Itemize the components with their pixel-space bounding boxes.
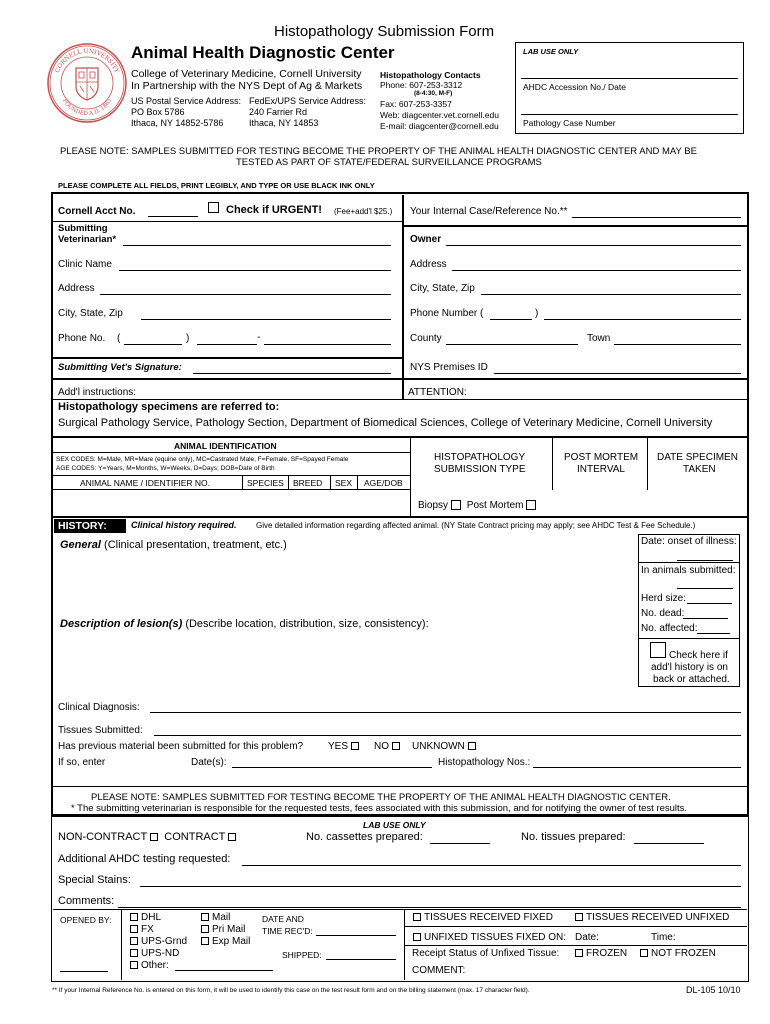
row-divider	[638, 562, 740, 563]
vet-phone-prefix[interactable]	[197, 344, 257, 345]
histo-nos-input[interactable]	[533, 767, 741, 768]
signature-input[interactable]	[193, 373, 391, 374]
center-name: Animal Health Diagnostic Center	[131, 43, 395, 62]
comments-label: Comments:	[58, 895, 115, 907]
ship-mail	[198, 912, 230, 923]
usps-line2: Ithaca, NY 14852-5786	[131, 118, 224, 128]
unknown-checkbox[interactable]	[468, 742, 476, 750]
non-contract-checkbox[interactable]	[150, 833, 158, 841]
form-title: Histopathology Submission Form	[274, 23, 495, 40]
owner-city-input[interactable]	[481, 294, 741, 295]
vet-city-label: City, State, Zip	[58, 308, 123, 319]
cornell-seal-logo	[46, 42, 128, 124]
referral-text: Surgical Pathology Service, Pathology Section, Department of Biomedical Sciences, College of Veterinary Medicine, Cornell University	[58, 417, 713, 429]
notice-bottom: PLEASE NOTE: SAMPLES SUBMITTED FOR TESTING BECOME THE PROPERTY OF THE ANIMAL HEALTH DIAGNOSTIC CENTER.	[91, 792, 671, 803]
partnership-line: In Partnership with the NYS Dept of Ag & Markets	[131, 80, 363, 92]
vet-phone-label: Phone No.	[58, 333, 106, 344]
previous-no	[374, 741, 403, 752]
date-taken-2: TAKEN	[683, 464, 716, 475]
tissues-prep-label: No. tissues prepared:	[521, 831, 626, 843]
pm-interval-2: INTERVAL	[577, 464, 625, 475]
case-number-line[interactable]	[521, 114, 738, 115]
frozen-text: FROZEN	[586, 948, 628, 959]
column-divider	[647, 437, 648, 490]
no-affected-input[interactable]	[697, 633, 730, 634]
date-taken-1: DATE SPECIMEN	[657, 452, 738, 463]
owner-city-label: City, State, Zip	[410, 283, 475, 294]
unfixed-text: TISSUES RECEIVED UNFIXED	[586, 912, 730, 923]
sex-codes: SEX CODES: M=Male, MR=Mare (equine only), MC=Castrated Male, F=Female, SF=Spayed Female	[56, 456, 349, 463]
contract-text: CONTRACT	[164, 831, 226, 843]
urgent-label: Check if URGENT!	[226, 204, 322, 216]
if-so-label: If so, enter	[58, 757, 106, 768]
contact-hours: (8-4:30, M-F)	[414, 90, 453, 97]
ups-grnd-text: UPS-Grnd	[141, 936, 188, 947]
internal-ref-input[interactable]	[572, 217, 741, 218]
frozen-option	[572, 948, 627, 959]
animal-id-title: ANIMAL IDENTIFICATION	[174, 441, 277, 451]
notice-bottom-2: * The submitting veterinarian is responsible for the requested tests, fees associated with this submission, and for notifying the owner of test results.	[71, 803, 688, 814]
cassettes-input[interactable]	[430, 843, 490, 844]
time-recd-label: TIME REC'D:	[262, 926, 313, 936]
opened-by-input[interactable]	[60, 971, 108, 972]
notice-top-2: TESTED AS PART OF STATE/FEDERAL SURVEILLANCE PROGRAMS	[236, 157, 542, 168]
lesion-label	[60, 618, 429, 630]
mail-text: Mail	[212, 912, 231, 923]
acct-label: Cornell Acct No.	[58, 206, 136, 217]
history-tag: HISTORY:	[54, 519, 126, 533]
ups-grnd-checkbox[interactable]	[130, 937, 138, 945]
lesion-text: Description of lesion(s)	[60, 618, 183, 630]
other-input[interactable]	[175, 970, 273, 971]
unknown-text: UNKNOWN	[412, 741, 465, 752]
history-required: Clinical history required.	[131, 520, 237, 530]
row-divider	[638, 638, 740, 639]
footer-note: ** If your Internal Reference No. is entered on this form, it will be used to identify this case on the test result form and on the billing statement (max. 17 character field).	[52, 987, 530, 994]
signature-label: Submitting Vet's Signature:	[58, 362, 182, 373]
column-divider	[288, 475, 289, 489]
case-number-label: Pathology Case Number	[523, 118, 616, 128]
fedex-label: FedEx/UPS Service Address:	[249, 96, 367, 106]
previous-material-label: Has previous material been submitted for this problem?	[58, 741, 304, 752]
column-divider	[242, 475, 243, 489]
svg-text:CORNELL UNIVERSITY: CORNELL UNIVERSITY	[54, 47, 120, 74]
pri-mail-text: Pri Mail	[212, 924, 246, 935]
veterinarian-input[interactable]	[123, 245, 391, 246]
vet-address-label: Address	[58, 283, 95, 294]
tissues-submitted-label: Tissues Submitted:	[58, 725, 143, 736]
opened-by-label: OPENED BY:	[60, 915, 112, 925]
dhl-text: DHL	[141, 912, 162, 923]
contact-phone: Phone: 607-253-3312	[380, 80, 463, 90]
contacts-title: Histopathology Contacts	[380, 70, 481, 80]
check-here-2: add'l history is on	[651, 662, 728, 673]
contact-web: Web: diagcenter.vet.cornell.edu	[380, 110, 499, 120]
accession-line[interactable]	[521, 78, 738, 79]
yes-checkbox[interactable]	[351, 742, 359, 750]
town-input[interactable]	[614, 344, 741, 345]
attention-label: ATTENTION:	[408, 387, 467, 398]
ship-fx	[127, 924, 154, 935]
post-mortem-checkbox[interactable]	[526, 500, 536, 510]
fedex-line2: Ithaca, NY 14853	[249, 118, 319, 128]
row-divider	[53, 909, 747, 910]
row-divider	[53, 357, 402, 359]
biopsy-text: Biopsy	[418, 500, 449, 511]
clinic-input[interactable]	[119, 270, 391, 271]
vet-city-input[interactable]	[141, 319, 391, 320]
owner-phone-input[interactable]	[544, 319, 741, 320]
vet-phone-line[interactable]	[264, 344, 391, 345]
row-divider	[405, 945, 747, 946]
history-detail: Give detailed information regarding affected animal. (NY State Contract pricing may apply; see AHDC Test & Fee Schedule.)	[256, 521, 696, 530]
mail-checkbox[interactable]	[201, 913, 209, 921]
in-animals-label: In animals submitted:	[641, 565, 736, 576]
check-here-1: Check here if	[669, 650, 728, 661]
row-divider	[53, 516, 747, 518]
column-divider	[410, 437, 411, 517]
received-unfixed	[572, 912, 729, 923]
vet-address-input[interactable]	[100, 294, 391, 295]
previous-unknown	[412, 741, 479, 752]
usps-label: US Postal Service Address:	[131, 96, 242, 106]
receipt-status-label: Receipt Status of Unfixed Tissue:	[412, 948, 560, 959]
time-recd-input[interactable]	[316, 935, 396, 936]
owner-address-label: Address	[410, 259, 447, 270]
clinical-diagnosis-label: Clinical Diagnosis:	[58, 702, 140, 713]
no-dead-input[interactable]	[683, 618, 728, 619]
contact-fax: Fax: 607-253-3357	[380, 99, 452, 109]
column-divider	[357, 475, 358, 489]
dates-label: Date(s):	[191, 757, 227, 768]
histo-type-2: SUBMISSION TYPE	[434, 464, 526, 475]
non-contract-text: NON-CONTRACT	[58, 831, 148, 843]
biopsy-label	[418, 500, 539, 511]
ship-dhl	[127, 912, 161, 923]
other-text: Other:	[141, 960, 169, 971]
instructions: PLEASE COMPLETE ALL FIELDS, PRINT LEGIBLY, AND TYPE OR USE BLACK INK ONLY	[58, 181, 375, 190]
owner-phone-area[interactable]	[490, 319, 532, 320]
ups-nd-text: UPS-ND	[141, 948, 180, 959]
ups-nd-checkbox[interactable]	[130, 949, 138, 957]
town-label: Town	[587, 333, 611, 344]
ship-other	[127, 960, 169, 971]
fixed-checkbox[interactable]	[413, 913, 421, 921]
shipped-label: SHIPPED:	[282, 950, 322, 960]
contact-email: E-mail: diagcenter@cornell.edu	[380, 121, 499, 131]
unfixed-checkbox[interactable]	[575, 913, 583, 921]
post-mortem-text: Post Mortem	[466, 500, 524, 511]
owner-input[interactable]	[446, 245, 741, 246]
referral-title: Histopathology specimens are referred to:	[58, 401, 280, 413]
received-fixed	[410, 912, 553, 923]
ship-ups-nd	[127, 948, 179, 959]
no-text: NO	[374, 741, 389, 752]
lesion-hint: (Describe location, distribution, size, consistency):	[185, 618, 429, 630]
row-divider	[53, 436, 747, 438]
row-divider	[405, 926, 747, 927]
college-line: College of Veterinary Medicine, Cornell University	[131, 68, 362, 80]
col-animal-name: ANIMAL NAME / IDENTIFIER NO.	[80, 478, 211, 488]
not-frozen-option	[637, 948, 716, 959]
pm-interval-1: POST MORTEM	[564, 452, 639, 463]
unfixed-on-text: UNFIXED TISSUES FIXED ON:	[424, 932, 567, 943]
comments-input[interactable]	[118, 907, 741, 908]
premises-label: NYS Premises ID	[410, 362, 488, 373]
col-age: AGE/DOB	[364, 478, 403, 488]
onset-input[interactable]	[677, 560, 733, 561]
urgent-checkbox[interactable]	[208, 202, 219, 213]
premises-input[interactable]	[494, 373, 741, 374]
biopsy-checkbox[interactable]	[451, 500, 461, 510]
ship-pri-mail	[198, 924, 245, 935]
exp-mail-checkbox[interactable]	[201, 937, 209, 945]
row-divider	[53, 452, 410, 453]
fedex-line1: 240 Farrier Rd	[249, 107, 308, 117]
form-code: DL-105 10/10	[686, 985, 741, 995]
vet-phone-close: )	[186, 333, 190, 344]
check-here-3: back or attached.	[653, 674, 730, 685]
county-input[interactable]	[446, 344, 578, 345]
age-codes: AGE CODES: Y=Years, M=Months, W=Weeks, D=Days; DOB=Date of Birth	[56, 465, 275, 472]
lab-use-title: LAB USE ONLY	[363, 820, 426, 830]
dhl-checkbox[interactable]	[130, 913, 138, 921]
col-species: SPECIES	[247, 478, 284, 488]
urgent-fee: (Fee+add'l $25.)	[334, 207, 393, 216]
owner-phone-close: )	[535, 308, 539, 319]
vet-phone-open: (	[117, 333, 121, 344]
submitting-label: Submitting	[58, 223, 108, 234]
unfixed-time-label: Time:	[651, 932, 676, 943]
row-divider	[53, 221, 402, 222]
not-frozen-text: NOT FROZEN	[651, 948, 716, 959]
unfixed-date-label: Date:	[575, 932, 599, 943]
histo-type-1: HISTOPATHOLOGY	[434, 452, 526, 463]
fixed-text: TISSUES RECEIVED FIXED	[424, 912, 553, 923]
in-animals-input[interactable]	[677, 588, 733, 589]
internal-ref-label: Your Internal Case/Reference No.**	[410, 206, 568, 217]
owner-phone-label: Phone Number (	[410, 308, 484, 319]
veterinarian-label: Veterinarian*	[58, 234, 117, 245]
column-divider	[330, 475, 331, 489]
usps-line1: PO Box 5786	[131, 107, 185, 117]
general-hint: (Clinical presentation, treatment, etc.)	[104, 539, 287, 551]
clinic-label: Clinic Name	[58, 259, 112, 270]
comment-label: COMMENT:	[412, 965, 466, 976]
lab-use-only-label: LAB USE ONLY	[523, 47, 579, 56]
unfixed-on	[410, 932, 566, 943]
col-breed: BREED	[293, 478, 323, 488]
previous-yes	[328, 741, 362, 752]
onset-label: Date: onset of illness:	[641, 536, 737, 547]
unfixed-on-checkbox[interactable]	[413, 933, 421, 941]
herd-size-input[interactable]	[687, 603, 732, 604]
row-divider	[53, 378, 747, 380]
vet-phone-dash: -	[257, 332, 261, 343]
date-and-label: DATE AND	[262, 914, 304, 924]
cassettes-label: No. cassettes prepared:	[306, 831, 423, 843]
herd-size-label: Herd size:	[641, 593, 687, 604]
no-checkbox[interactable]	[392, 742, 400, 750]
shipped-input[interactable]	[326, 959, 396, 960]
general-text: General	[60, 539, 101, 551]
exp-mail-text: Exp Mail	[212, 936, 251, 947]
fx-text: FX	[141, 924, 154, 935]
additional-testing-input[interactable]	[242, 865, 741, 866]
histo-nos-label: Histopathology Nos.:	[438, 757, 531, 768]
contract-checkbox[interactable]	[228, 833, 236, 841]
ship-ups-grnd	[127, 936, 187, 947]
other-checkbox[interactable]	[130, 961, 138, 969]
col-sex: SEX	[335, 478, 353, 488]
vet-phone-area[interactable]	[124, 344, 182, 345]
accession-label: AHDC Accession No./ Date	[523, 82, 626, 92]
owner-label: Owner	[410, 234, 442, 245]
row-divider	[53, 786, 747, 787]
row-divider	[53, 399, 747, 400]
no-dead-label: No. dead:	[641, 608, 685, 619]
owner-address-input[interactable]	[452, 270, 741, 271]
pri-mail-checkbox[interactable]	[201, 925, 209, 933]
addl-history-checkbox[interactable]	[650, 642, 666, 658]
row-divider	[403, 225, 747, 227]
ship-exp-mail	[198, 936, 250, 947]
column-divider	[552, 437, 553, 490]
county-label: County	[410, 333, 442, 344]
no-affected-label: No. affected:	[641, 623, 698, 634]
tissues-submitted-input[interactable]	[154, 735, 741, 736]
special-stains-input[interactable]	[140, 886, 741, 887]
not-frozen-checkbox[interactable]	[640, 949, 648, 957]
addl-instructions-label: Add'l instructions:	[58, 387, 137, 398]
row-divider	[53, 489, 410, 490]
dates-input[interactable]	[232, 767, 432, 768]
non-contract-label	[58, 831, 239, 843]
general-label	[60, 539, 287, 551]
additional-testing-label: Additional AHDC testing requested:	[58, 853, 231, 865]
main-form-frame	[51, 192, 749, 816]
special-stains-label: Special Stains:	[58, 874, 131, 886]
acct-input[interactable]	[148, 216, 198, 217]
tissues-prep-input[interactable]	[634, 843, 704, 844]
column-divider	[121, 910, 122, 980]
yes-text: YES	[328, 741, 349, 752]
fx-checkbox[interactable]	[130, 925, 138, 933]
svg-text:FOUNDED A.D. 1865: FOUNDED A.D. 1865	[61, 97, 113, 118]
frozen-checkbox[interactable]	[575, 949, 583, 957]
clinical-diagnosis-input[interactable]	[150, 712, 741, 713]
notice-top: PLEASE NOTE: SAMPLES SUBMITTED FOR TESTING BECOME THE PROPERTY OF THE ANIMAL HEALTH DIAGNOSTIC CENTER AND MAY BE	[60, 146, 697, 157]
